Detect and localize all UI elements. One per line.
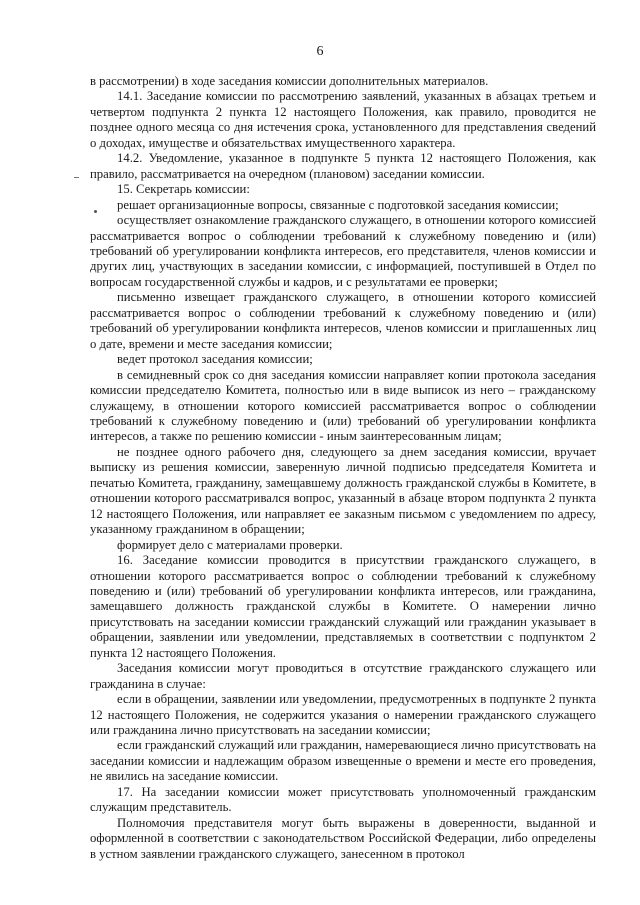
paragraph-17: 17. На заседании комиссии может присутствовать уполномоченный гражданским служащим представитель. (90, 784, 596, 815)
paragraph-14-1: 14.1. Заседание комиссии по рассмотрению заявлений, указанных в абзацах третьем и четвертом подпункта 2 пункта 12 настоящего Положения, как правило, проводится не позднее одного месяца со дня истечения срока, установленного для представления сведений о доходах, имуществе и обязательствах имущественного характера. (90, 89, 596, 150)
paragraph-15-item-notification: письменно извещает гражданского служащего, в отношении которого комиссией рассматривается вопрос о соблюдении требований к служебному поведению и (или) требований об урегулировании конфликта интересов, членов комиссии и приглашенных лиц о дате, времени и месте заседания комиссии; (90, 290, 596, 351)
paragraph-15-item-case-file: формирует дело с материалами проверки. (117, 537, 343, 552)
page-number: 6 (316, 44, 324, 59)
paragraph-15-item-organizational: решает организационные вопросы, связанные с подготовкой заседания комиссии; (117, 197, 559, 212)
paragraph-16-absence: Заседания комиссии могут проводиться в отсутствие гражданского служащего или гражданина в случае: (90, 661, 596, 691)
paragraph-15-item-familiarization: осуществляет ознакомление гражданского служащего, в отношении которого комиссией рассматривается вопрос о соблюдении требований к служебному поведению и (или) требований об урегулировании конфликта интересов, его представителя, членов комиссии и других лиц, участвующих в заседании комиссии, с информацией, поступившей в Отдел по вопросам государственной службы и кадров, и с результатами ее проверки; (90, 213, 596, 289)
paragraph-16-absence-case-2: если гражданский служащий или гражданин, намеревающиеся лично присутствовать на заседании комиссии и надлежащим образом извещенные о времени и месте его проведения, не явились на заседание комиссии. (90, 738, 596, 784)
paragraph-15-item-extract: не позднее одного рабочего дня, следующего за днем заседания комиссии, вручает выписку из решения комиссии, заверенную личной подписью председателя Комитета и печатью Комитета, гражданину, замещавшему должность гражданской службы в Комитете, в отношении которого рассматривался вопрос, указанный в абзаце втором подпункта 2 пункта 12 настоящего Положения, или направляет ее заказным письмом с уведомлением по адресу, указанному гражданином в обращении; (90, 444, 596, 537)
paragraph-17-powers: Полномочия представителя могут быть выражены в доверенности, выданной и оформленной в соответствии с законодательством Российской Федерации, либо определены в устном заявлении гражданского служащего, занесенном в протокол (90, 815, 596, 861)
paragraph-15-item-copies: в семидневный срок со дня заседания комиссии направляет копии протокола заседания комиссии председателю Комитета, полностью или в виде выписок из него – гражданскому служащему, в отношении которого комиссией рассматривается вопрос о соблюдении требований к служебному поведению и (или) требований об урегулировании конфликта интересов, а также по решению комиссии - иным заинтересованным лицам; (90, 367, 596, 444)
paragraph-16: 16. Заседание комиссии проводится в присутствии гражданского служащего, в отношении которого рассматривается вопрос о соблюдении требований к служебному поведению и (или) требований об урегулировании конфликта интересов, или гражданина, замещавшего должность гражданской службы в Комитете. О намерении лично присутствовать на заседании комиссии гражданский служащий или гражданин указывает в обращении, заявлении или уведомлении, представляемых в соответствии с подпунктом 2 пункта 12 настоящего Положения. (90, 553, 596, 660)
document-body (90, 74, 596, 862)
paragraph-15-heading: 15. Секретарь комиссии: (117, 182, 250, 197)
paragraph-14-2: 14.2. Уведомление, указанное в подпункте 5 пункта 12 настоящего Положения, как правило, рассматривается на очередном (плановом) заседании комиссии. (90, 151, 596, 181)
paragraph-continuation: в рассмотрении) в ходе заседания комиссии дополнительных материалов. (90, 74, 489, 88)
scan-artifact-dash (74, 177, 79, 178)
paragraph-16-absence-case-1: если в обращении, заявлении или уведомлении, предусмотренных в подпункте 2 пункта 12 настоящего Положения, не содержится указания о намерении гражданского служащего или гражданина лично присутствовать на заседании комиссии; (90, 692, 596, 738)
paragraph-15-item-protocol: ведет протокол заседания комиссии; (117, 352, 313, 367)
